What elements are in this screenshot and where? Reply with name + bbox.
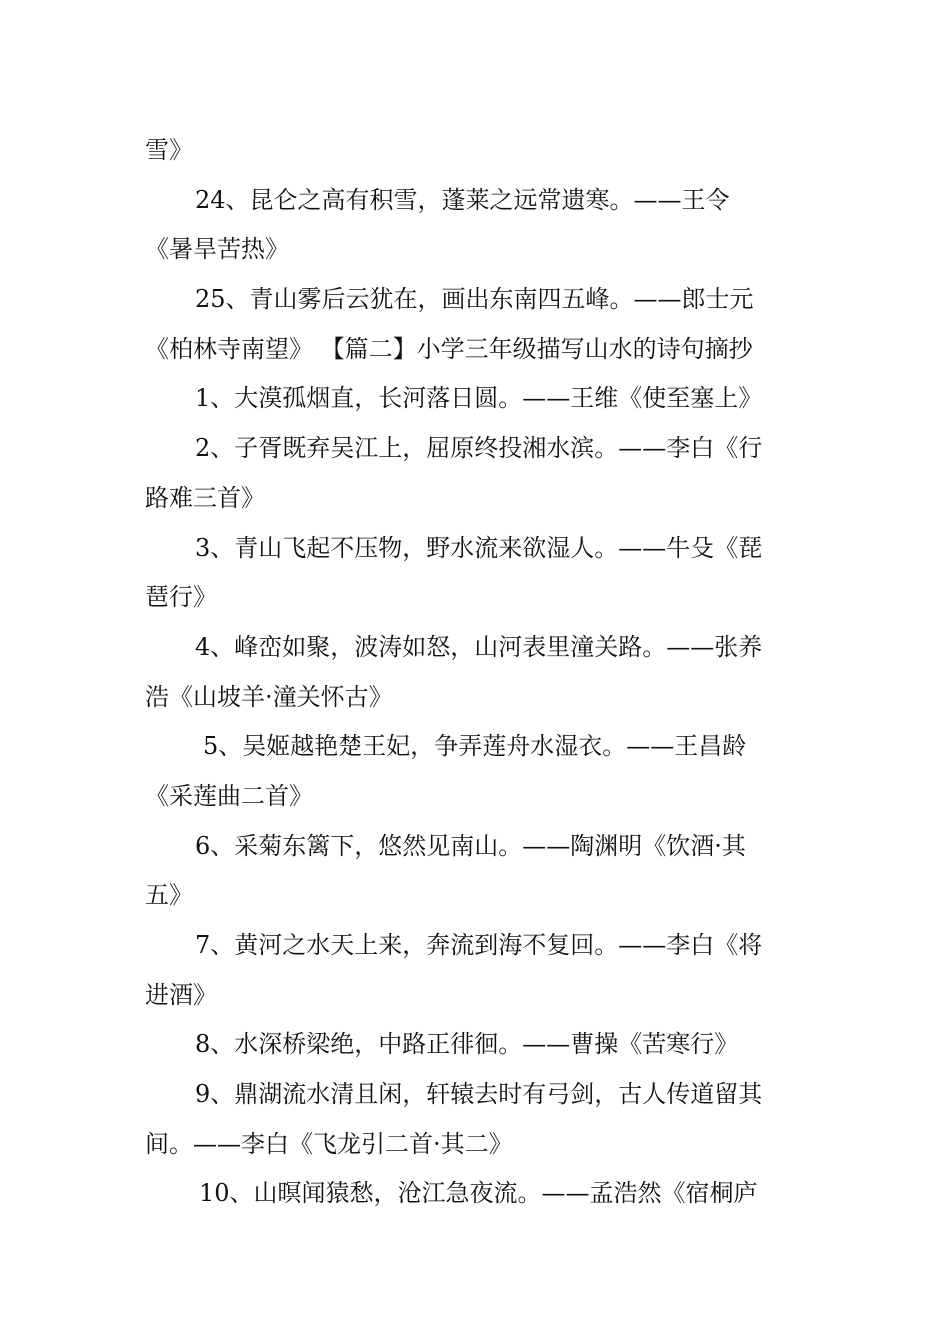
text-line: 6、采菊东篱下，悠然见南山。——陶渊明《饮酒·其 <box>195 831 746 860</box>
text-line: 五》 <box>145 881 193 910</box>
text-line: 5、吴姬越艳楚王妃，争弄莲舟水湿衣。——王昌龄 <box>203 732 747 761</box>
text-line: 7、黄河之水天上来，奔流到海不复回。——李白《将 <box>195 931 763 959</box>
text-line: 4、峰峦如聚，波涛如怒，山河表里潼关路。——张养 <box>195 632 763 661</box>
text-line: 琶行》 <box>145 583 217 612</box>
text-line: 2、子胥既弃吴江上，屈原终投湘水滨。——李白《行 <box>195 434 763 463</box>
text-line: 雪》 <box>145 136 193 164</box>
text-line: 《柏林寺南望》 【篇二】小学三年级描写山水的诗句摘抄 <box>145 334 753 363</box>
text-line: 10、山暝闻猿愁，沧江急夜流。——孟浩然《宿桐庐 <box>199 1179 758 1208</box>
text-line: 8、水深桥梁绝，中路正徘徊。——曹操《苦寒行》 <box>195 1030 739 1059</box>
text-line: 《暑旱苦热》 <box>145 235 289 264</box>
text-line: 浩《山坡羊·潼关怀古》 <box>145 682 393 711</box>
poem-text-body <box>145 126 810 1219</box>
text-line: 3、青山飞起不压物，野水流来欲湿人。——牛殳《琵 <box>195 533 763 562</box>
text-line: 9、鼎湖流水清且闲，轩辕去时有弓剑，古人传道留其 <box>195 1080 763 1109</box>
text-line: 《采莲曲二首》 <box>145 781 313 810</box>
text-line: 24、昆仑之高有积雪，蓬莱之远常遗寒。——王令 <box>195 185 730 214</box>
text-line: 25、青山雾后云犹在，画出东南四五峰。——郎士元 <box>195 285 754 314</box>
text-line: 进酒》 <box>145 980 217 1009</box>
text-line: 路难三首》 <box>145 483 265 512</box>
text-line: 1、大漠孤烟直，长河落日圆。——王维《使至塞上》 <box>195 384 763 413</box>
text-line: 间。——李白《飞龙引二首·其二》 <box>145 1129 513 1158</box>
